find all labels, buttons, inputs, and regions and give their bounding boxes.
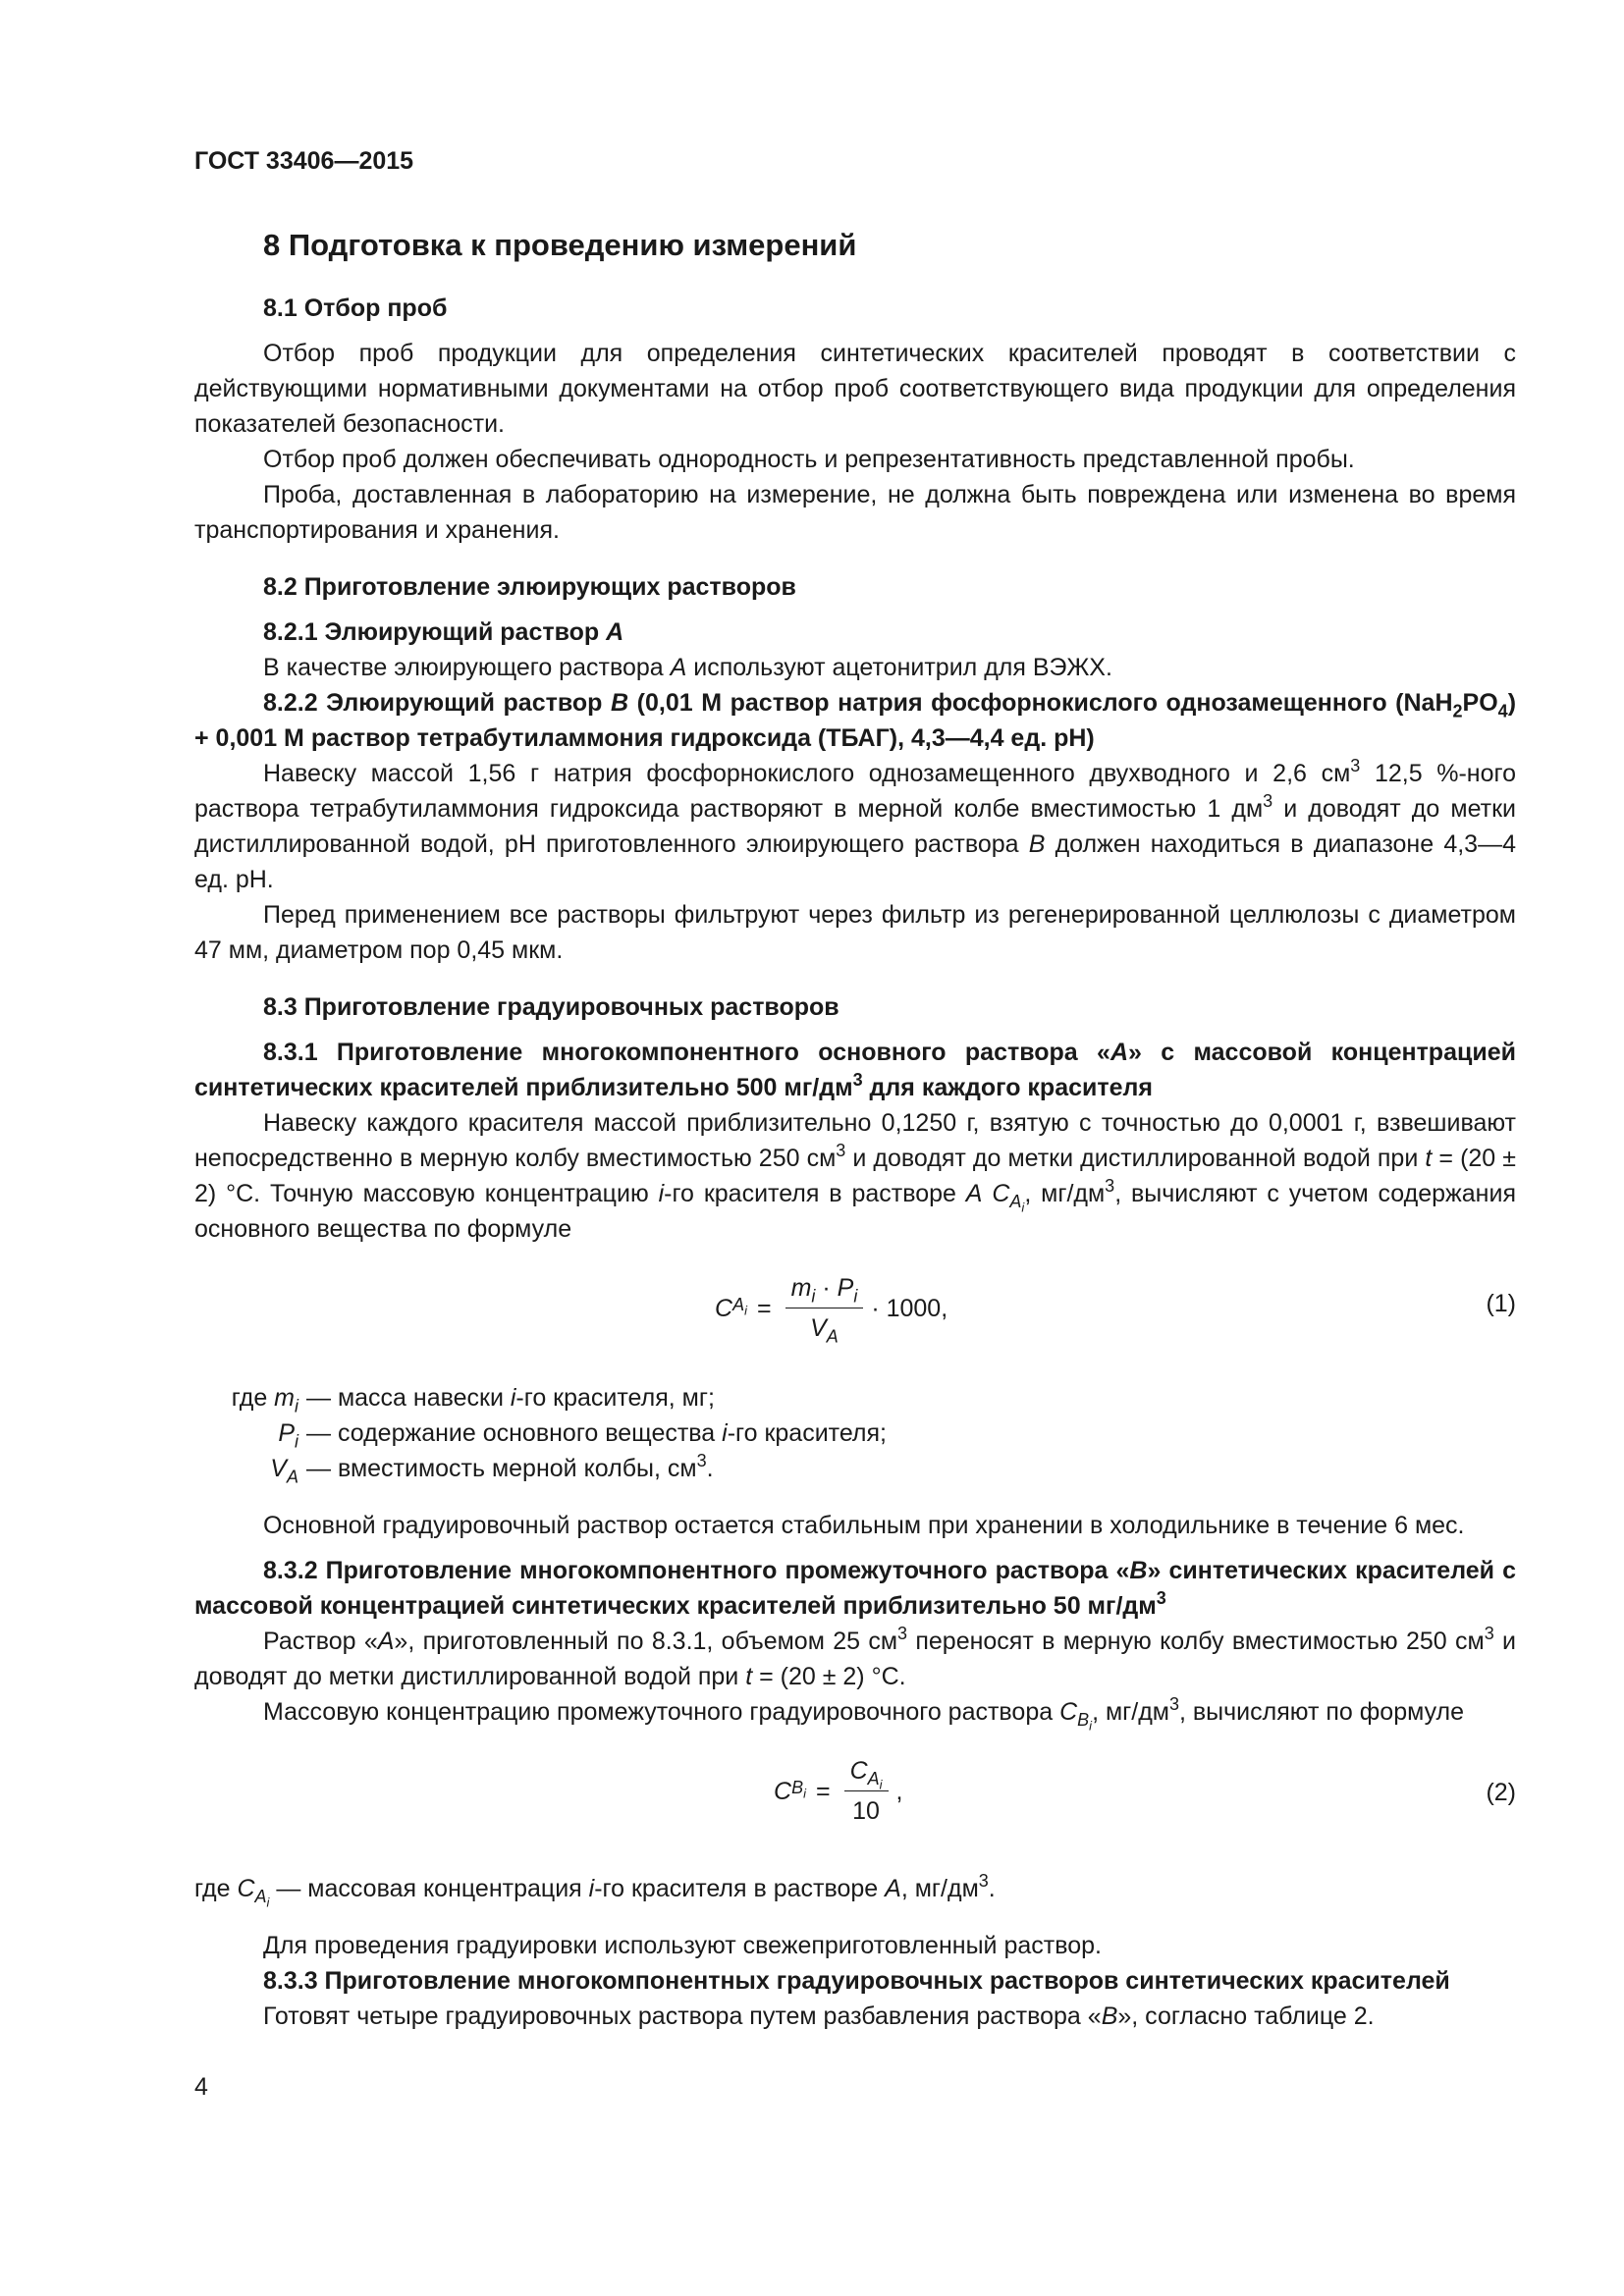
subsection-8-2-title: 8.2 Приготовление элюирующих растворов [263,573,796,601]
paragraph-8-3-1-a: Навеску каждого красителя массой приблизительно 0,1250 г, взятую с точностью до 0,0001 г, взвешивают непосредственно в мерную колбу вместимостью 250 $см^3$ и доводят до метки дистиллированной водой при t = (20 ± 2) °С. Точную массовую концентрацию i-го красителя в растворе А $С_{A_i}$, $мг/дм^3$, вычисляют с учетом содержания основного вещества по формуле [194,1109,1516,1243]
paragraph-8-3-3: Готовят четыре градуировочных раствора путем разбавления раствора «В», согласно таблице 2. [263,2002,1375,2030]
paragraph-8-2-2-a: Навеску массой 1,56 г натрия фосфорнокислого однозамещенного двухводного и 2,6 $см^3$ 12,5 %-ного раствора тетрабутиламмония гидроксида растворяют в мерной колбе вместимостью 1 $дм^3$ и доводят до метки дистиллированной водой, рН приготовленного элюирующего раствора В должен находиться в диапазоне 4,3—4 ед. рН. [194,756,1516,893]
standard-code: ГОСТ 33406—2015 [194,147,414,175]
clause-8-3-2-title: 8.3.2 Приготовление многокомпонентного промежуточного раствора «В» синтетических красителей с массовой концентрацией синтетических красителей приблизительно 50 $мг/дм^3$ [194,1557,1516,1620]
clause-8-3-3-title: 8.3.3 Приготовление многокомпонентных градуировочных растворов синтетических красителей [263,1967,1450,1995]
paragraph-8-2-2-b: Перед применением все растворы фильтруют через фильтр из регенерированной целлюлозы с диаметром 47 мм, диаметром пор 0,45 мкм. [194,901,1516,964]
paragraph-8-1-c: Проба, доставленная в лабораторию на измерение, не должна быть повреждена или изменена во время транспортирования и хранения. [194,481,1516,544]
document-body [194,224,1516,2034]
paragraph-8-3-2-a: Раствор «А», приготовленный по 8.3.1, объемом 25 $см^3$ переносят в мерную колбу вместимостью 250 $см^3$ и доводят до метки дистиллированной водой при t = (20 ± 2) °С. [194,1624,1516,1690]
clause-8-2-2-title: 8.2.2 Элюирующий раствор В (0,01 М раствор натрия фосфорнокислого однозамещенного $(NaH_2PO_4) + 0,001$ М раствор тетрабутиламмония гидроксида (ТБАГ), 4,3—4,4 ед. рН) [194,689,1517,752]
formula-1-legend [194,1380,1516,1486]
legend-row-m: где $m_i$ — масса навески i-го красителя, мг; [231,1384,715,1416]
clause-8-2-1-title: 8.2.1 Элюирующий раствор А [263,618,624,646]
formula-2-fraction: $\frac{C_{A_i}}{10}$ [844,1753,889,1829]
paragraph-8-1-b: Отбор проб должен обеспечивать однородность и репрезентативность представленной пробы. [263,446,1355,473]
paragraph-8-2-1: В качестве элюирующего раствора А используют ацетонитрил для ВЭЖХ. [263,654,1112,681]
page-number: 4 [194,2073,208,2101]
paragraph-8-3-2-c: Для проведения градуировки используют свежеприготовленный раствор. [263,1932,1102,1959]
paragraph-8-3-2-b: Массовую концентрацию промежуточного градуировочного раствора $C_{B_i}$, $мг/дм^3$, вычисляют по формуле [263,1694,1465,1734]
subsection-8-3-title: 8.3 Приготовление градуировочных растворов [263,993,839,1021]
legend-row-v: $V_A$ — вместимость мерной колбы, $см^3$. [270,1451,714,1487]
formula-1-fraction: $\frac{m_i \cdot P_i}{V_A}$ [785,1270,864,1346]
legend-row-p: $P_i$ — содержание основного вещества i-го красителя; [278,1419,887,1452]
paragraph-8-1-a: Отбор проб продукции для определения синтетических красителей проводят в соответствии с действующими нормативными документами на отбор проб соответствующего вида продукции для определения показателей безопасности. [194,340,1516,438]
section-title: 8 Подготовка к проведению измерений [263,228,857,262]
formula-1-number: (1) [1486,1290,1516,1317]
formula-2-legend: где $C_{A_i}$ — массовая концентрация i-го красителя в растворе А, $мг/дм^3$. [194,1871,996,1910]
subsection-8-1-title: 8.1 Отбор проб [263,294,448,322]
paragraph-8-3-1-b: Основной градуировочный раствор остается стабильным при хранении в холодильнике в течение 6 мес. [263,1512,1465,1539]
clause-8-3-1-title: 8.3.1 Приготовление многокомпонентного основного раствора «А» с массовой концентрацией синтетических красителей приблизительно 500 $мг/дм^3$ для каждого красителя [194,1039,1516,1101]
formula-1: C $A_i$ = $\frac{m_i \cdot P_i}{V_A}$ · 1000, (1) [194,1264,1516,1355]
formula-2: C $B_i$ = $\frac{C_{A_i}}{10}$ , (2) [194,1747,1516,1845]
formula-2-number: (2) [1486,1779,1516,1806]
